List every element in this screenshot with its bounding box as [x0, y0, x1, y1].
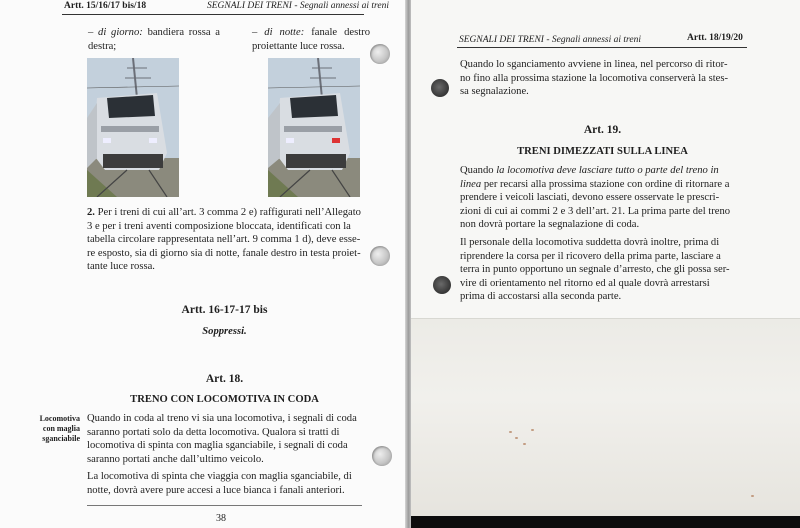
right-binder-hole-middle: [433, 276, 451, 294]
right-intro-line-1: Quando lo sganciamento avviene in linea, nel percorso di ritor-: [460, 59, 728, 70]
right-bottom-edge: [411, 516, 800, 528]
art-19-p2-line-4: vire di orientamento nel ritorno ed al quale dovrà arrestarsi: [460, 277, 710, 289]
art-19-p2-line-3: terra in punto opportuno un segnale d’arresto, che gli possa ser-: [460, 264, 730, 276]
left-footer-rule: [87, 505, 362, 506]
stain-mark: [531, 429, 534, 431]
art-18-p1-line-1: Quando in coda al treno vi sia una locomotiva, i segnali di coda: [87, 413, 357, 424]
left-header-rule: [62, 14, 364, 15]
art-18-p1-line-3: locomotiva di spinta con maglia sganciabile, i segnali di coda: [87, 440, 348, 452]
art-18-p1-line-2: saranno portati solo da detta locomotiva. Qualora si tratti di: [87, 426, 340, 438]
paragraph-2-line-2: 3 e per i treni aventi composizione bloccata, identificati con la: [87, 220, 351, 232]
art-16-17-heading: Artt. 16-17-17 bis: [181, 304, 268, 316]
stain-mark: [515, 437, 518, 439]
left-header-article-ref: Artt. 15/16/17 bis/18: [64, 1, 147, 11]
train-day-image: [87, 58, 179, 197]
art-19-p1-italic-1: la locomotiva deve lasciare tutto o parte del treno in: [496, 165, 719, 176]
caption-day-text: bandiera rossa a destra;: [88, 27, 220, 52]
art-19-p1-line-1: [460, 164, 745, 178]
left-page-number: 38: [216, 513, 226, 524]
art-18-p2-line-2: notte, dovrà avere pure accesi a luce bianca i fanali anteriori.: [87, 484, 345, 496]
art-19-p1-italic-2: linea: [460, 178, 482, 190]
left-header-section-title: SEGNALI DEI TRENI - Segnali annessi ai treni: [207, 1, 389, 11]
margin-note-line-1: Locomotiva: [39, 414, 80, 423]
paragraph-2-line-4: re esposto, sia di giorno sia di notte, fanale destro in testa proiet-: [87, 247, 361, 259]
train-night-image: [268, 58, 360, 197]
right-intro-line-2: no fino alla prossima stazione la locomotiva conserverà la stes-: [460, 72, 728, 84]
train-photo-day: [87, 58, 179, 197]
right-header-rule: [457, 47, 747, 48]
art-19-p1-line-2: [460, 178, 745, 192]
art-19-p1-line-4: zioni di cui ai commi 2 e 3 dell’art. 21. La prima parte del treno: [460, 205, 731, 217]
right-header-section-title: SEGNALI DEI TRENI - Segnali annessi ai treni: [459, 35, 641, 45]
paragraph-2-line-3: tabella circolare rappresentata nell’art. 9 comma 1 d), deve esse-: [87, 234, 361, 246]
art-18-p2-line-1: La locomotiva di spinta che viaggia con maglia sganciabile, di: [87, 471, 352, 482]
stain-mark: [509, 431, 512, 433]
art-18-title: TRENO CON LOCOMOTIVA IN CODA: [130, 394, 319, 405]
art-19-p1-line-5: non dovrà portare la segnalazione di coda.: [460, 219, 640, 231]
art-19-heading: Art. 19.: [583, 124, 622, 136]
paragraph-2-line-1-text: Per i treni di cui all’art. 3 comma 2 e) raffigurati nell’Allegato: [97, 207, 361, 218]
art-19-p2-line-2: riprendere la corsa per il ricovero della prima parte, lasciare a: [460, 250, 721, 262]
art-19-p2-line-1: Il personale della locomotiva suddetta dovrà inoltre, prima di: [460, 237, 720, 248]
stain-mark: [751, 495, 754, 497]
paragraph-2-line-1: [87, 206, 362, 220]
art-18-heading: Art. 18.: [205, 373, 244, 385]
stain-mark: [523, 443, 526, 445]
binder-hole-middle: [370, 246, 390, 266]
art-19-p1-rest-1: per recarsi alla prossima stazione con ordine di ritornare a: [481, 178, 730, 190]
caption-night-text: fanale destro proiettante luce rossa.: [252, 27, 370, 52]
right-blank-area: [411, 318, 800, 517]
art-19-p1-lead: Quando: [460, 165, 497, 176]
caption-day-prefix: – di giorno:: [88, 27, 143, 38]
binder-hole-bottom: [372, 446, 392, 466]
art-19-p1-line-3: prendere i veicoli lasciati, devono essere osservate le prescri-: [460, 192, 720, 204]
right-header-article-ref: Artt. 18/19/20: [687, 33, 743, 43]
caption-day: [88, 26, 220, 53]
paragraph-2-line-5: tante luce rossa.: [87, 261, 155, 273]
art-19-title: TRENI DIMEZZATI SULLA LINEA: [517, 146, 688, 157]
paragraph-2-number: 2.: [87, 207, 95, 218]
art-18-paragraph-1: [87, 412, 362, 466]
right-binder-hole-top: [431, 79, 449, 97]
right-intro: [460, 58, 745, 99]
art-18-paragraph-2: [87, 470, 362, 497]
binder-hole-top: [370, 44, 390, 64]
caption-night-prefix: – di notte:: [252, 27, 305, 38]
right-intro-line-3: sa segnalazione.: [460, 86, 529, 98]
caption-night: [252, 26, 370, 53]
margin-note-line-2: con maglia: [42, 424, 80, 433]
art-18-p1-line-4: saranno portati anche dall’ultimo veicolo.: [87, 453, 264, 465]
art-19-paragraph-1: [460, 164, 745, 232]
train-photo-night: [268, 58, 360, 197]
art-18-margin-note: [24, 414, 80, 444]
art-19-paragraph-2: [460, 236, 745, 304]
paragraph-2: [87, 206, 362, 274]
right-page: [411, 0, 800, 528]
margin-note-line-3: sganciabile: [42, 434, 80, 443]
art-16-17-subtitle: Soppressi.: [202, 326, 247, 337]
art-19-p2-line-5: prima di accostarsi alla seconda parte.: [460, 291, 622, 303]
